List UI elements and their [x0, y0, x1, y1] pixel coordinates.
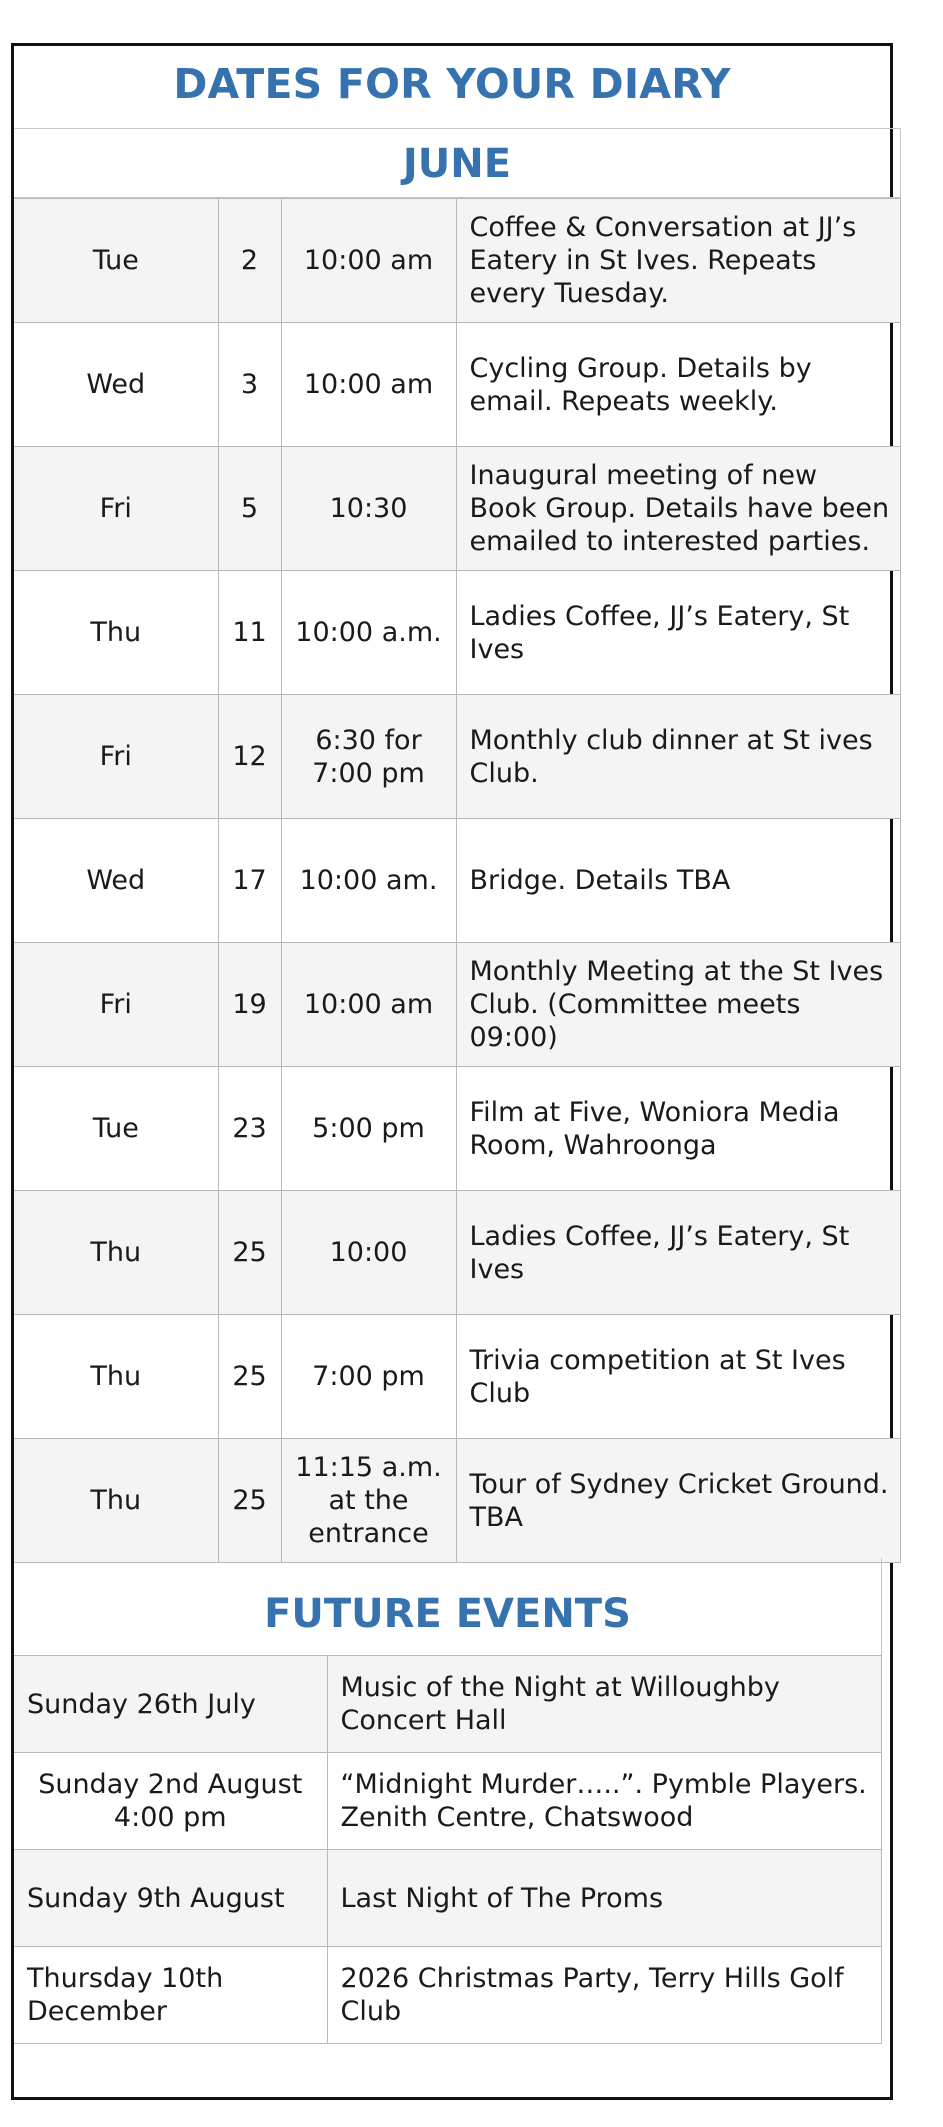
event-date: 25	[218, 1439, 281, 1563]
table-row	[14, 447, 901, 571]
event-time: 5:00 pm	[281, 1067, 456, 1191]
table-row	[14, 1656, 882, 1753]
event-day: Thu	[14, 1191, 218, 1315]
diary-frame	[11, 43, 893, 2100]
event-day: Tue	[14, 1067, 218, 1191]
table-row	[14, 199, 901, 323]
event-time: 11:15 a.m. at the entrance	[281, 1439, 456, 1563]
june-events-table	[14, 198, 901, 1563]
future-event-description: “Midnight Murder…..”. Pymble Players. Zenith Centre, Chatswood	[327, 1753, 882, 1850]
event-time: 10:00 am	[281, 323, 456, 447]
event-date: 12	[218, 695, 281, 819]
event-description: Ladies Coffee, JJ’s Eatery, St Ives	[456, 571, 901, 695]
event-time: 10:00	[281, 1191, 456, 1315]
event-date: 11	[218, 571, 281, 695]
event-day: Thu	[14, 1315, 218, 1439]
event-date: 17	[218, 819, 281, 943]
event-day: Fri	[14, 447, 218, 571]
event-date: 19	[218, 943, 281, 1067]
event-time: 7:00 pm	[281, 1315, 456, 1439]
event-date: 25	[218, 1315, 281, 1439]
table-row	[14, 819, 901, 943]
future-event-date: Sunday 9th August	[14, 1850, 327, 1947]
event-time: 10:00 a.m.	[281, 571, 456, 695]
event-time: 6:30 for 7:00 pm	[281, 695, 456, 819]
event-day: Wed	[14, 819, 218, 943]
table-row	[14, 323, 901, 447]
event-description: Monthly club dinner at St ives Club.	[456, 695, 901, 819]
future-event-description: Music of the Night at Willoughby Concert Hall	[327, 1656, 882, 1753]
future-event-date: Sunday 2nd August 4:00 pm	[14, 1753, 327, 1850]
future-event-description: 2026 Christmas Party, Terry Hills Golf Club	[327, 1947, 882, 2044]
future-event-date: Thursday 10th December	[14, 1947, 327, 2044]
event-description: Monthly Meeting at the St Ives Club. (Committee meets 09:00)	[456, 943, 901, 1067]
event-time: 10:30	[281, 447, 456, 571]
event-time: 10:00 am.	[281, 819, 456, 943]
june-heading: JUNE	[14, 128, 901, 198]
event-description: Film at Five, Woniora Media Room, Wahroonga	[456, 1067, 901, 1191]
future-event-description: Last Night of The Proms	[327, 1850, 882, 1947]
future-events-table	[14, 1655, 882, 2044]
table-row	[14, 1947, 882, 2044]
event-description: Cycling Group. Details by email. Repeats weekly.	[456, 323, 901, 447]
event-day: Thu	[14, 571, 218, 695]
table-row	[14, 571, 901, 695]
event-description: Ladies Coffee, JJ’s Eatery, St Ives	[456, 1191, 901, 1315]
event-description: Coffee & Conversation at JJ’s Eatery in St Ives. Repeats every Tuesday.	[456, 199, 901, 323]
table-row	[14, 943, 901, 1067]
table-row	[14, 695, 901, 819]
table-row	[14, 1439, 901, 1563]
event-description: Bridge. Details TBA	[456, 819, 901, 943]
event-day: Tue	[14, 199, 218, 323]
event-time: 10:00 am	[281, 199, 456, 323]
event-date: 2	[218, 199, 281, 323]
event-description: Inaugural meeting of new Book Group. Details have been emailed to interested parties.	[456, 447, 901, 571]
table-row	[14, 1067, 901, 1191]
event-time: 10:00 am	[281, 943, 456, 1067]
event-day: Fri	[14, 695, 218, 819]
table-row	[14, 1753, 882, 1850]
page-title: DATES FOR YOUR DIARY	[173, 60, 731, 108]
event-description: Trivia competition at St Ives Club	[456, 1315, 901, 1439]
event-description: Tour of Sydney Cricket Ground. TBA	[456, 1439, 901, 1563]
event-date: 25	[218, 1191, 281, 1315]
future-event-date: Sunday 26th July	[14, 1656, 327, 1753]
event-date: 3	[218, 323, 281, 447]
event-date: 23	[218, 1067, 281, 1191]
event-date: 5	[218, 447, 281, 571]
event-day: Wed	[14, 323, 218, 447]
table-row	[14, 1850, 882, 1947]
table-row	[14, 1315, 901, 1439]
event-day: Thu	[14, 1439, 218, 1563]
future-events-heading: FUTURE EVENTS	[14, 1558, 882, 1655]
table-row	[14, 1191, 901, 1315]
event-day: Fri	[14, 943, 218, 1067]
